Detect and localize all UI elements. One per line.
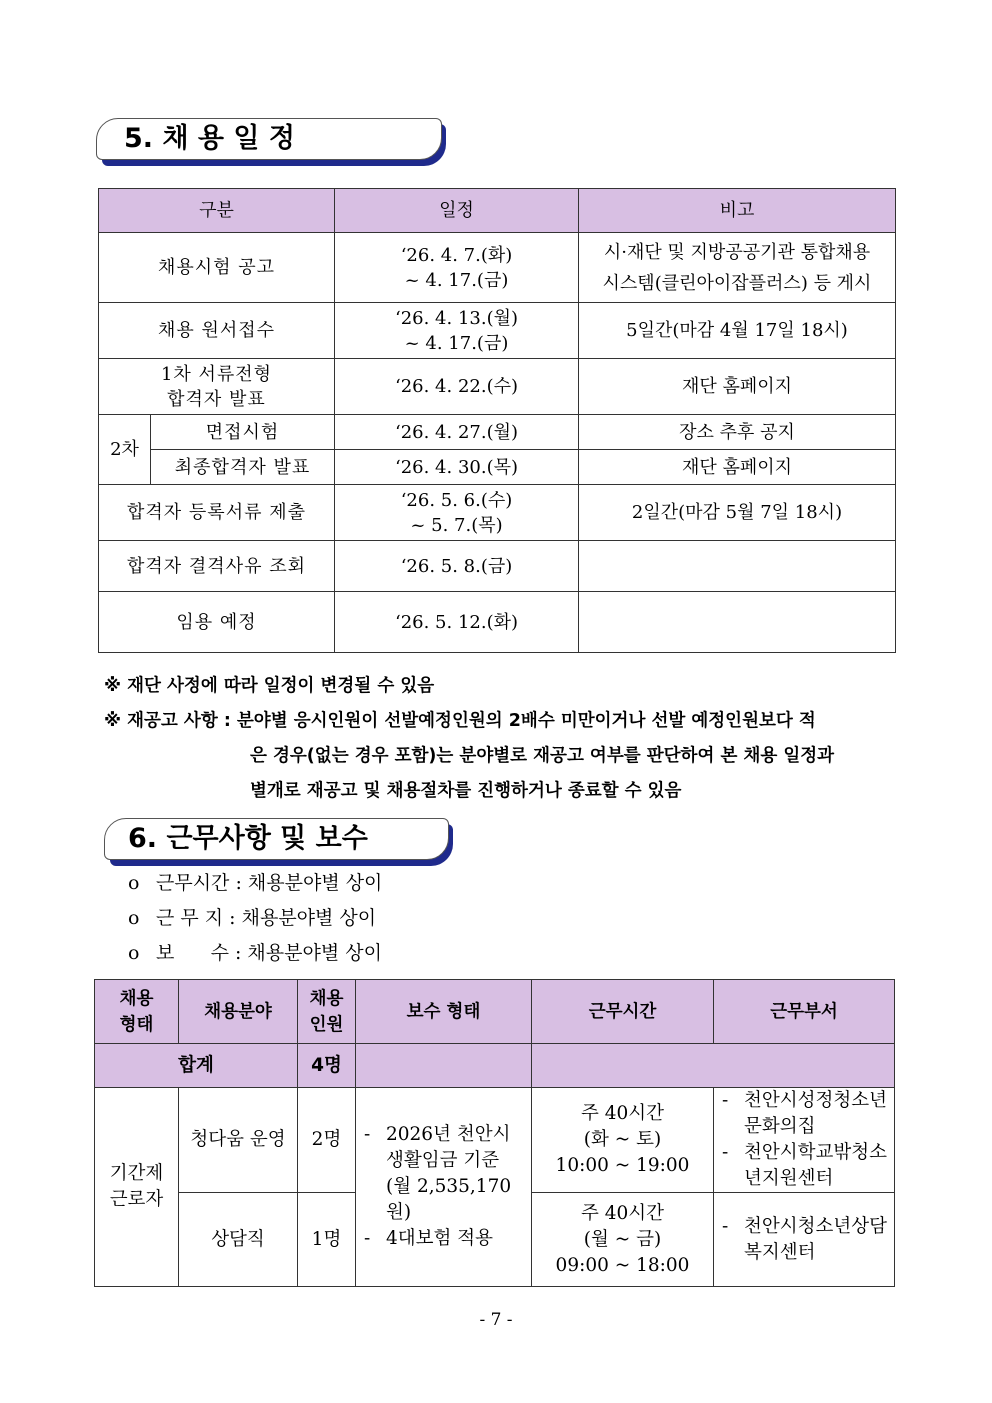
header-dept: 근무부서 [714, 980, 895, 1044]
hours-line: 10:00 ~ 19:00 [555, 1155, 690, 1176]
pay-text: 생활임금 기준 [386, 1150, 500, 1171]
row-dept [714, 1193, 895, 1287]
remark-line: 시·재단 및 지방공공기관 통합채용 [603, 241, 871, 263]
hours-line: 주 40시간 [580, 1103, 665, 1124]
row-remark: 5일간(마감 4월 17일 18시) [579, 303, 896, 359]
row-category: 합격자 결격사유 조회 [99, 541, 335, 592]
pay-item [364, 1148, 531, 1174]
pay-dash: - [364, 1124, 371, 1145]
row-group-label: 2차 [99, 415, 151, 485]
schedule-row [99, 485, 896, 541]
row-hours [532, 1088, 714, 1193]
dept-text: 천안시학교밖청소년지원센터 [744, 1142, 887, 1189]
dept-dash: - [722, 1215, 729, 1237]
schedule-row [99, 541, 896, 592]
category-line: 합격자 발표 [167, 388, 266, 410]
pay-dash [364, 1174, 386, 1226]
schedule-line: ~ 5. 7.(목) [410, 514, 503, 536]
hours-line: 주 40시간 [580, 1202, 665, 1224]
schedule-row [99, 359, 896, 415]
list-item [128, 866, 382, 901]
note-line: 별개로 재공고 및 채용절차를 진행하거나 종료할 수 있음 [250, 781, 682, 801]
row-remark [579, 592, 896, 653]
dept-dash: - [722, 1090, 729, 1111]
schedule-line: ‘26. 4. 7.(화) [400, 244, 513, 266]
page-number: - 7 - [479, 1310, 513, 1330]
header-line: 채용 [309, 988, 344, 1009]
row-schedule [335, 485, 579, 541]
pay-dash: - [364, 1228, 371, 1249]
row-remark [579, 233, 896, 303]
note-line: 은 경우(없는 경우 포함)는 분야별로 재공고 여부를 판단하여 본 채용 일정과 [250, 746, 835, 766]
row-remark [579, 541, 896, 592]
section6-title: 6. 근무사항 및 보수 [128, 823, 368, 854]
dept-item [722, 1088, 894, 1140]
row-category [99, 359, 335, 415]
bullet-symbol: o [128, 907, 140, 929]
category-line: 1차 서류전형 [160, 363, 273, 385]
header-line: 형태 [119, 1014, 154, 1035]
bullet-symbol: o [128, 872, 140, 894]
header-remark: 비고 [579, 189, 896, 233]
hours-line: 09:00 ~ 18:00 [555, 1254, 690, 1276]
dept-text: 천안시성정청소년문화의집 [744, 1090, 887, 1137]
row-field: 청다움 운영 [179, 1088, 298, 1193]
pay-item [364, 1226, 531, 1252]
pay-text: 2026년 천안시 [386, 1124, 511, 1145]
schedule-notes [104, 671, 894, 811]
remark-line: 시스템(클린아이잡플러스) 등 게시 [602, 272, 872, 294]
schedule-row [99, 450, 896, 485]
row-category: 합격자 등록서류 제출 [99, 485, 335, 541]
pay-dash [364, 1148, 386, 1174]
row-remark: 장소 추후 공지 [579, 415, 896, 450]
type-line: 기간제 [109, 1163, 164, 1184]
row-schedule: ‘26. 5. 12.(화) [335, 592, 579, 653]
row-hours [532, 1193, 714, 1287]
header-schedule: 일정 [335, 189, 579, 233]
row-field: 상담직 [179, 1193, 298, 1287]
schedule-row [99, 303, 896, 359]
dept-text: 천안시청소년상담복지센터 [744, 1215, 887, 1263]
pay-total-row [95, 1044, 895, 1088]
schedule-line: ~ 4. 17.(금) [404, 332, 509, 354]
schedule-line: ‘26. 4. 13.(월) [394, 307, 519, 329]
hours-line: (화 ~ 토) [583, 1129, 662, 1150]
header-line: 채용 [119, 988, 154, 1009]
row-category: 임용 예정 [99, 592, 335, 653]
schedule-line: ‘26. 5. 6.(수) [400, 489, 513, 511]
total-pay-blank [356, 1044, 532, 1088]
row-dept [714, 1088, 895, 1193]
section5-title: 5. 채 용 일 정 [124, 123, 295, 154]
row-count: 2명 [298, 1088, 356, 1193]
pay-row [95, 1088, 895, 1193]
row-category: 채용시험 공고 [99, 233, 335, 303]
note-line: ※ 재공고 사항 : 분야별 응시인원이 선발예정인원의 2배수 미만이거나 선발 예정인원보다 적 [104, 711, 816, 731]
row-category: 채용 원서접수 [99, 303, 335, 359]
header-field: 채용분야 [179, 980, 298, 1044]
row-schedule [335, 233, 579, 303]
schedule-row [99, 415, 896, 450]
schedule-row [99, 233, 896, 303]
schedule-header-row [99, 189, 896, 233]
hours-line: (월 ~ 금) [583, 1228, 662, 1250]
header-type [95, 980, 179, 1044]
dept-dash: - [722, 1142, 729, 1163]
total-blank [532, 1044, 895, 1088]
total-count: 4명 [298, 1044, 356, 1088]
schedule-line: ~ 4. 17.(금) [404, 269, 509, 291]
pay-text: (월 2,535,170원) [386, 1176, 512, 1223]
dept-item [722, 1140, 894, 1192]
note-line: ※ 재단 사정에 따라 일정이 변경될 수 있음 [104, 676, 435, 696]
header-count [298, 980, 356, 1044]
row-category: 최종합격자 발표 [151, 450, 335, 485]
pay-item [364, 1174, 531, 1226]
row-remark: 2일간(마감 5월 7일 18시) [579, 485, 896, 541]
row-remark: 재단 홈페이지 [579, 450, 896, 485]
row-schedule: ‘26. 4. 30.(목) [335, 450, 579, 485]
header-category: 구분 [99, 189, 335, 233]
section5-header [96, 118, 442, 160]
dept-item [722, 1214, 894, 1266]
schedule-row [99, 592, 896, 653]
section6-header [104, 818, 449, 860]
row-schedule: ‘26. 4. 22.(수) [335, 359, 579, 415]
bullet-text: 보 수 : 채용분야별 상이 [156, 942, 382, 964]
row-category: 면접시험 [151, 415, 335, 450]
bullet-text: 근무시간 : 채용분야별 상이 [156, 872, 383, 894]
row-count: 1명 [298, 1193, 356, 1287]
pay-text: 4대보험 적용 [386, 1228, 494, 1249]
work-conditions-list [128, 866, 382, 971]
employment-type [95, 1088, 179, 1287]
header-line: 인원 [309, 1014, 344, 1035]
bullet-text: 근 무 지 : 채용분야별 상이 [156, 907, 377, 929]
header-pay: 보수 형태 [356, 980, 532, 1044]
schedule-table [98, 188, 896, 653]
total-label: 합계 [95, 1044, 298, 1088]
pay-description [356, 1088, 532, 1287]
row-schedule [335, 303, 579, 359]
bullet-symbol: o [128, 942, 140, 964]
row-schedule: ‘26. 4. 27.(월) [335, 415, 579, 450]
header-hours: 근무시간 [532, 980, 714, 1044]
list-item [128, 901, 382, 936]
type-line: 근로자 [109, 1189, 164, 1210]
pay-header-row [95, 980, 895, 1044]
pay-table [94, 979, 895, 1287]
pay-item [364, 1122, 531, 1148]
row-schedule: ‘26. 5. 8.(금) [335, 541, 579, 592]
list-item [128, 936, 382, 971]
row-remark: 재단 홈페이지 [579, 359, 896, 415]
